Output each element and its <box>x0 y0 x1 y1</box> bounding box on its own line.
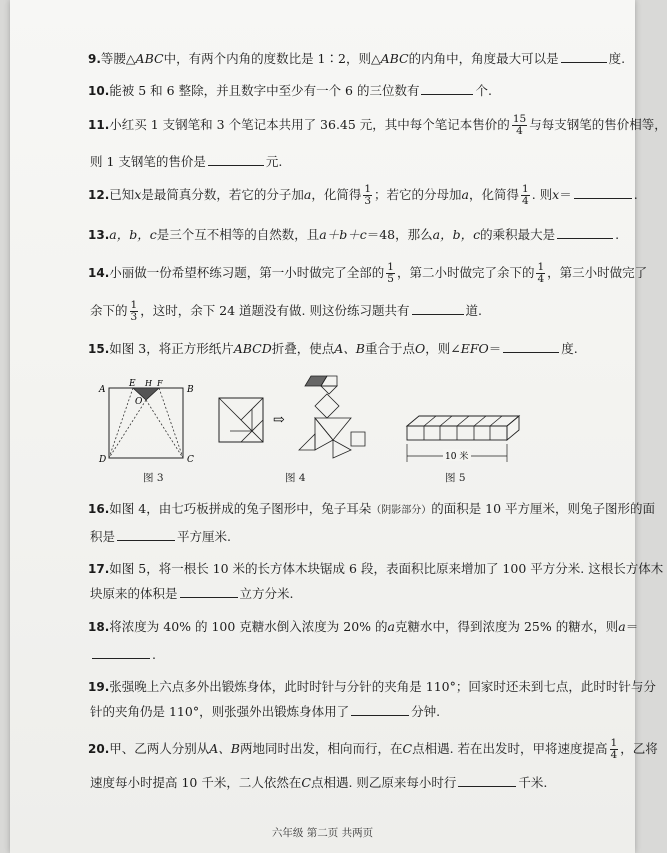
fraction: $\frac{1}{4}$ <box>610 737 618 761</box>
answer-blank[interactable] <box>117 528 175 541</box>
answer-blank[interactable] <box>208 153 264 166</box>
question-15: 15.如图 3，将正方形纸片ABCD折叠，使点A、B重合于点O，则∠EFO＝ 度. <box>88 341 578 356</box>
answer-blank[interactable] <box>561 50 607 63</box>
answer-blank[interactable] <box>503 340 559 353</box>
question-12: 12.已知x是最简真分数，若它的分子加a，化简得 $\frac{1}{3}$ ；若它的分母加a，化简得 $\frac{1}{4}$ . 则x＝ . <box>88 183 638 207</box>
figure-3 <box>95 379 205 465</box>
length-label: 10 米 <box>445 452 469 462</box>
question-16-line2: 积是 平方厘米. <box>90 529 231 544</box>
figure-4 <box>215 370 395 470</box>
figure-5-caption: 图 5 <box>445 472 466 484</box>
figure-5 <box>405 412 535 468</box>
label-o: O <box>135 397 143 407</box>
exam-page <box>10 0 667 853</box>
fold-line <box>146 400 183 458</box>
fraction: $\frac{1}{4}$ <box>522 183 529 207</box>
question-11: 11.小红买 1 支钢笔和 3 个笔记本共用了 36.45 元，其中每个笔记本售价的 $\frac{15}{4}$ 与每支钢笔的售价相等， <box>88 113 667 137</box>
question-20-line2: 速度每小时提高 10 千米，二人依然在C点相遇. 则乙原来每小时行 千米. <box>90 775 548 790</box>
question-10: 10.能被 5 和 6 整除，并且数字中至少有一个 6 的三位数有 个. <box>88 83 492 98</box>
fraction: $\frac{15}{4}$ <box>512 113 527 137</box>
answer-blank[interactable] <box>412 302 464 315</box>
question-19-line2: 针的夹角仍是 110°，则张强外出锻炼身体用了 分钟. <box>90 704 441 719</box>
arrow-right-icon: ⇨ <box>273 412 285 428</box>
question-20: 20.甲、乙两人分别从A、B两地同时出发，相向而行，在C点相遇. 若在出发时，甲将速度提高 $\frac{1}{4}$ ，乙将 <box>88 737 658 761</box>
box-side <box>507 416 519 440</box>
answer-blank[interactable] <box>557 226 613 239</box>
question-16: 16.如图 4，由七巧板拼成的兔子图形中，兔子耳朵（阴影部分）的面积是 10 平方厘米，则兔子图形的面 <box>88 501 656 516</box>
question-17-line2: 块原来的体积是 立方分米. <box>90 586 294 601</box>
question-13: 13.a，b，c是三个互不相等的自然数，且a＋b＋c＝48，那么a，b，c的乘积最大是 . <box>88 227 620 242</box>
answer-blank[interactable] <box>574 186 632 199</box>
question-14-line2: 余下的 $\frac{1}{3}$ ，这时，余下 24 道题没有做. 则这份练习题共有 道. <box>90 299 482 323</box>
question-19: 19.张强晚上六点多外出锻炼身体，此时时针与分针的夹角是 110°；回家时还未到七点，此时时针与分 <box>88 679 656 694</box>
fold-line <box>159 388 183 458</box>
question-number: 9. <box>88 52 101 66</box>
answer-blank[interactable] <box>351 703 409 716</box>
label-e: E <box>129 379 136 389</box>
question-17: 17.如图 5，将一根长 10 米的长方体木块锯成 6 段，表面积比原来增加了 100 平方分米. 这根长方体木 <box>88 561 664 576</box>
fraction: $\frac{1}{4}$ <box>537 261 545 285</box>
label-f: F <box>157 379 163 388</box>
fraction: $\frac{1}{5}$ <box>387 261 394 285</box>
fraction: $\frac{1}{3}$ <box>130 299 138 323</box>
question-18-line2: . <box>90 646 605 664</box>
label-b: B <box>187 385 194 395</box>
fraction: $\frac{1}{3}$ <box>364 183 372 207</box>
page-footer: 六年级 第二页 共两页 <box>271 827 374 839</box>
question-14: 14.小丽做一份希望杯练习题，第一小时做完了全部的 $\frac{1}{5}$ ，第二小时做完了余下的 $\frac{1}{4}$ ，第三小时做完了 <box>88 261 648 285</box>
question-11-line2: 则 1 支钢笔的售价是 元. <box>90 154 283 169</box>
answer-blank[interactable] <box>421 82 473 95</box>
label-a: A <box>99 385 106 395</box>
figure-3-caption: 图 3 <box>143 472 164 484</box>
answer-blank[interactable] <box>92 646 150 659</box>
label-c: C <box>187 455 194 465</box>
label-d: D <box>99 455 107 465</box>
fold-line <box>109 400 146 458</box>
answer-blank[interactable] <box>180 585 238 598</box>
question-18: 18.将浓度为 40% 的 100 克糖水倒入浓度为 20% 的a克糖水中，得到浓度为 25% 的糖水，则a＝ <box>88 619 639 634</box>
answer-blank[interactable] <box>458 774 516 787</box>
figure-4-caption: 图 4 <box>285 472 306 484</box>
label-h: H <box>145 379 152 388</box>
question-9: 9.等腰△ABC中，有两个内角的度数比是 1∶2，则△ABC的内角中，角度最大可以是 度. <box>88 51 626 66</box>
fold-line <box>109 388 133 458</box>
